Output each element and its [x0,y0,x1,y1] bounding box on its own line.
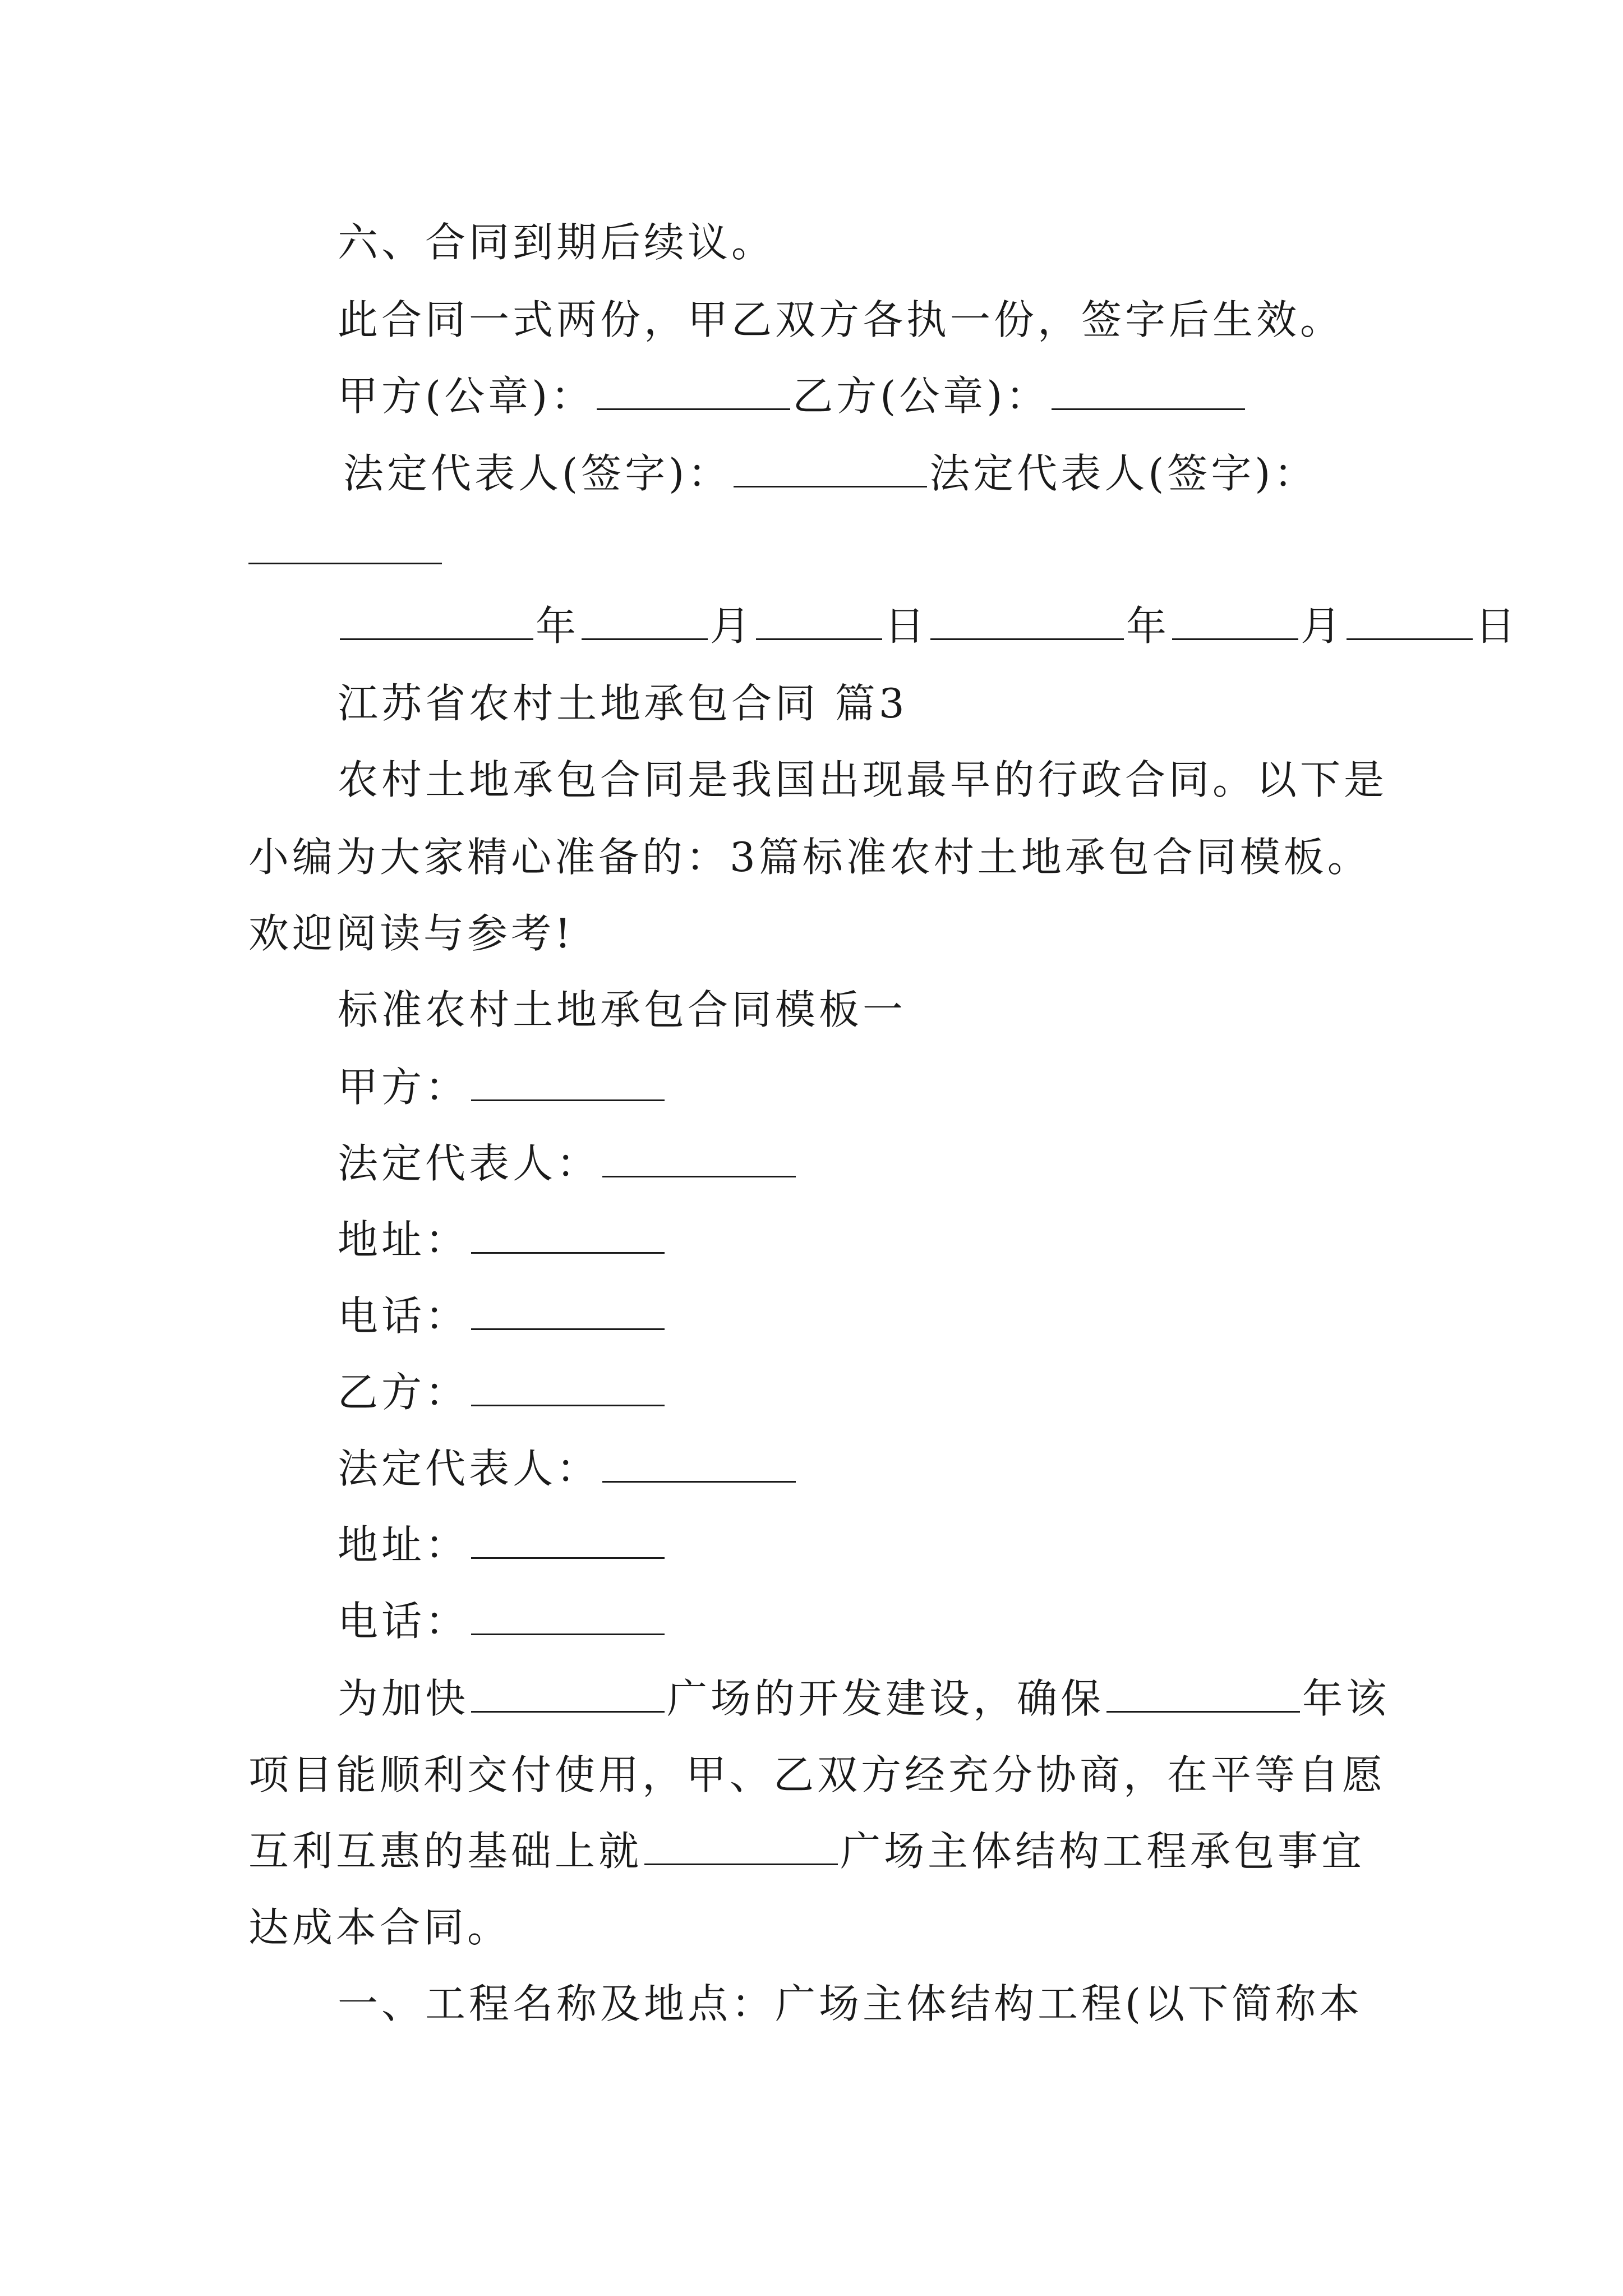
template-title [338,983,906,1037]
address-a-label: 地址： [338,1216,469,1263]
body-line-1-part-b: 广场的开发建设，确保 [667,1675,1105,1722]
party-a-label: 甲方： [338,1064,469,1111]
body-line-1 [338,1672,1390,1726]
intro-line-3 [248,907,574,960]
legal-rep-a-blank [602,1174,796,1177]
party-a-signature-blank [734,484,927,487]
date-line [338,599,1519,653]
party-a-field [338,1060,667,1114]
party-a-seal-label: 甲方(公章)： [338,372,595,420]
intro-line-2 [248,830,1371,884]
date-a-day-label: 日 [884,602,929,650]
intro-line-2-text: 小编为大家精心准备的：3篇标准农村土地承包合同模板。 [248,834,1371,881]
date-a-year-blank [340,636,533,640]
body-line-2-text: 项目能顺利交付使用，甲、乙双方经充分协商，在平等自愿 [248,1751,1386,1798]
address-a-blank [471,1250,665,1254]
legal-rep-a-label: 法定代表人： [338,1140,601,1187]
section-heading [338,677,908,730]
phone-a-field [338,1289,667,1343]
legal-rep-b-label: 法定代表人： [338,1445,601,1492]
intro-line-1-text: 农村土地承包合同是我国出现最早的行政合同。以下是 [338,756,1388,803]
clause-six [338,215,775,269]
clause-one-text: 一、工程名称及地点：广场主体结构工程(以下简称本 [338,1980,1363,2027]
party-b-seal-label: 乙方(公章)： [792,372,1050,420]
date-a-month-blank [582,636,708,640]
date-b-month-blank [1172,636,1298,640]
body-line-2 [248,1748,1386,1802]
body-line-4 [248,1901,511,1954]
plaza-name-blank-2 [644,1861,838,1865]
party-b-seal-blank [1052,406,1245,410]
party-a-signature-label: 法定代表人(签字)： [343,450,732,497]
date-a-year-label: 年 [536,602,580,650]
template-title-text: 标准农村土地承包合同模板一 [338,986,907,1033]
section-heading-text: 江苏省农村土地承包合同 篇3 [338,680,908,727]
signature-line [343,447,1317,500]
party-b-signature-blank [248,563,442,564]
legal-rep-b-field [338,1442,798,1496]
date-b-day-label: 日 [1475,602,1519,650]
date-a-month-label: 月 [710,602,754,650]
phone-b-blank [471,1631,665,1635]
legal-rep-a-field [338,1137,798,1190]
phone-b-field [338,1594,667,1648]
year-blank [1106,1709,1300,1713]
seal-line [338,369,1247,423]
party-b-field [338,1365,667,1419]
date-b-year-label: 年 [1126,602,1170,650]
body-line-3-part-b: 广场主体结构工程承包事宜 [840,1828,1366,1875]
phone-a-label: 电话： [338,1292,469,1340]
legal-rep-b-blank [602,1479,796,1483]
phone-a-blank [471,1326,665,1330]
party-a-blank [471,1097,665,1101]
copies-statement [338,293,1344,347]
party-b-signature-label: 法定代表人(签字)： [929,450,1318,497]
body-line-1-part-a: 为加快 [338,1675,469,1722]
address-b-field [338,1518,667,1572]
address-b-label: 地址： [338,1521,469,1568]
clause-one [338,1977,1363,2031]
body-line-1-part-c: 年该 [1302,1675,1390,1722]
clause-six-text: 六、合同到期后续议。 [338,219,776,266]
body-line-4-text: 达成本合同。 [248,1904,511,1951]
party-b-label: 乙方： [338,1369,469,1416]
address-b-blank [471,1555,665,1559]
address-a-field [338,1213,667,1267]
body-line-3-part-a: 互利互惠的基础上就 [248,1828,643,1875]
party-a-seal-blank [597,406,790,410]
party-b-blank [471,1402,665,1406]
copies-statement-text: 此合同一式两份，甲乙双方各执一份，签字后生效。 [338,296,1344,343]
date-b-day-blank [1347,636,1473,640]
intro-line-3-text: 欢迎阅读与参考! [248,910,574,957]
date-b-year-blank [930,636,1124,640]
phone-b-label: 电话： [338,1598,469,1645]
date-b-month-label: 月 [1301,602,1345,650]
plaza-name-blank [471,1709,665,1713]
date-a-day-blank [756,636,882,640]
intro-line-1 [338,753,1387,807]
body-line-3 [248,1824,1365,1878]
